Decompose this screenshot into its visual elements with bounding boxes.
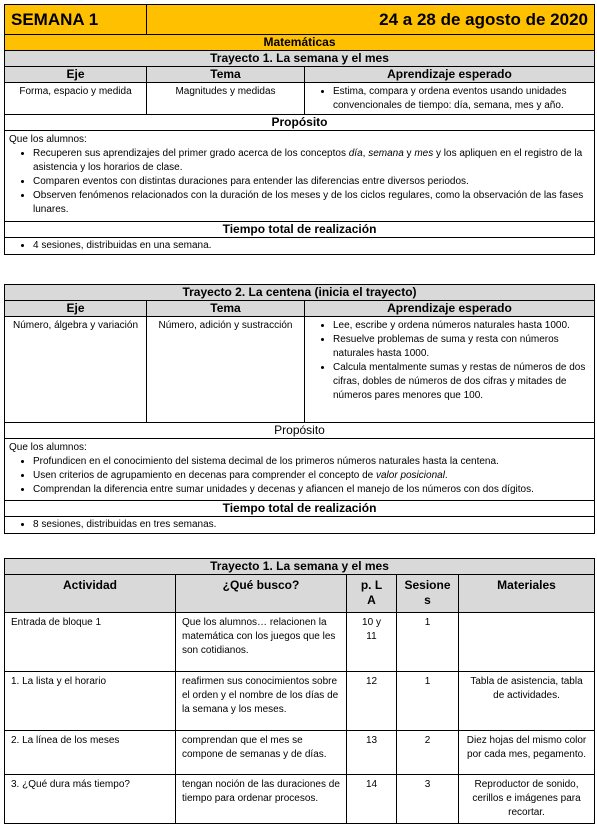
subject-title: Matemáticas	[5, 35, 595, 51]
proposito-title: Propósito	[5, 115, 595, 131]
busco-cell: reafirmen sus conocimientos sobre el orden y el nombre de los días de la semana y los meses.	[176, 672, 347, 731]
proposito-body	[5, 439, 595, 501]
trayecto1-table	[4, 4, 595, 255]
busco-cell: Que los alumnos… relacionen la matemática con los juegos que les son cotidianos.	[176, 613, 347, 672]
col-eje-header: Eje	[5, 301, 147, 317]
trayecto2-title: Trayecto 2. La centena (inicia el trayecto)	[5, 285, 595, 301]
materiales-cell: Tabla de asistencia, tabla de actividades.	[459, 672, 595, 731]
proposito-item: • Usen criterios de agrupamiento en decenas para comprender el concepto de valor posicional.	[33, 469, 590, 483]
date-range: 24 a 28 de agosto de 2020	[147, 5, 595, 35]
col-actividad-header: Actividad	[5, 575, 176, 613]
pla-cell: 12	[347, 672, 397, 731]
eje-value: Forma, espacio y medida	[5, 83, 147, 115]
pla-cell: 13	[347, 731, 397, 775]
tiempo-title: Tiempo total de realización	[5, 501, 595, 517]
aprendizaje-item: • Resuelve problemas de suma y resta con números naturales hasta 1000.	[333, 333, 590, 361]
col-aprendizaje-header: Aprendizaje esperado	[305, 301, 595, 317]
actividad-cell: 2. La línea de los meses	[5, 731, 176, 775]
proposito-item: • Comprendan la diferencia entre sumar unidades y decenas y afiancen el manejo de los números con dos dígitos.	[33, 483, 590, 497]
sesiones-cell: 1	[397, 613, 459, 672]
activities-table	[4, 558, 595, 824]
proposito-item: • Observen fenómenos relacionados con la duración de los meses y de los ciclos regulares, como la observación de las fases lunares.	[33, 189, 590, 217]
tiempo-value: • 8 sesiones, distribuidas en tres semanas.	[33, 518, 590, 532]
col-tema-header: Tema	[147, 67, 305, 83]
table-row	[5, 731, 595, 775]
tema-value: Magnitudes y medidas	[147, 83, 305, 115]
busco-cell: tengan noción de las duraciones de tiempo para ordenar procesos.	[176, 775, 347, 824]
aprendizaje-list	[305, 317, 595, 423]
tiempo-body	[5, 517, 595, 534]
proposito-intro: Que los alumnos:	[9, 134, 87, 145]
pla-cell: 10 y 11	[347, 613, 397, 672]
pla-cell: 14	[347, 775, 397, 824]
materiales-cell: Diez hojas del mismo color por cada mes, pegamento.	[459, 731, 595, 775]
actividad-cell: 1. La lista y el horario	[5, 672, 176, 731]
eje-value: Número, álgebra y variación	[5, 317, 147, 423]
sesiones-cell: 1	[397, 672, 459, 731]
trayecto1-title: Trayecto 1. La semana y el mes	[5, 51, 595, 67]
tiempo-body	[5, 238, 595, 255]
activities-title: Trayecto 1. La semana y el mes	[5, 559, 595, 575]
proposito-intro: Que los alumnos:	[9, 442, 87, 453]
trayecto2-table	[4, 284, 595, 534]
col-eje-header: Eje	[5, 67, 147, 83]
week-label: SEMANA 1	[5, 5, 147, 35]
table-row	[5, 613, 595, 672]
col-pla-header: p. L A	[347, 575, 397, 613]
tiempo-value: • 4 sesiones, distribuidas en una semana.	[33, 239, 590, 253]
col-aprendizaje-header: Aprendizaje esperado	[305, 67, 595, 83]
table-row	[5, 775, 595, 824]
table-row	[5, 672, 595, 731]
tema-value: Número, adición y sustracción	[147, 317, 305, 423]
aprendizaje-list	[305, 83, 595, 115]
proposito-item: • Profundicen en el conocimiento del sistema decimal de los primeros números naturales hasta la centena.	[33, 455, 590, 469]
proposito-body	[5, 131, 595, 222]
col-busco-header: ¿Qué busco?	[176, 575, 347, 613]
aprendizaje-item: • Estima, compara y ordena eventos usando unidades convencionales de tiempo: día, semana, mes y año.	[333, 85, 590, 113]
actividad-cell: Entrada de bloque 1	[5, 613, 176, 672]
tiempo-title: Tiempo total de realización	[5, 222, 595, 238]
sesiones-cell: 3	[397, 775, 459, 824]
proposito-item: • Comparen eventos con distintas duraciones para entender las diferencias entre diversos periodos.	[33, 175, 590, 189]
aprendizaje-item: • Calcula mentalmente sumas y restas de números de dos cifras, dobles de números de dos cifras y mitades de números pares menores que 100.	[333, 361, 590, 403]
proposito-title: Propósito	[5, 423, 595, 439]
materiales-cell	[459, 613, 595, 672]
col-tema-header: Tema	[147, 301, 305, 317]
col-sesiones-header: Sesione s	[397, 575, 459, 613]
sesiones-cell: 2	[397, 731, 459, 775]
col-materiales-header: Materiales	[459, 575, 595, 613]
aprendizaje-item: • Lee, escribe y ordena números naturales hasta 1000.	[333, 319, 590, 333]
actividad-cell: 3. ¿Qué dura más tiempo?	[5, 775, 176, 824]
proposito-item: • Recuperen sus aprendizajes del primer grado acerca de los conceptos día, semana y mes y los apliquen en el registro de la asistencia y los horarios de clase.	[33, 147, 590, 175]
materiales-cell: Reproductor de sonido, cerillos e imágenes para recortar.	[459, 775, 595, 824]
busco-cell: comprendan que el mes se compone de semanas y de días.	[176, 731, 347, 775]
